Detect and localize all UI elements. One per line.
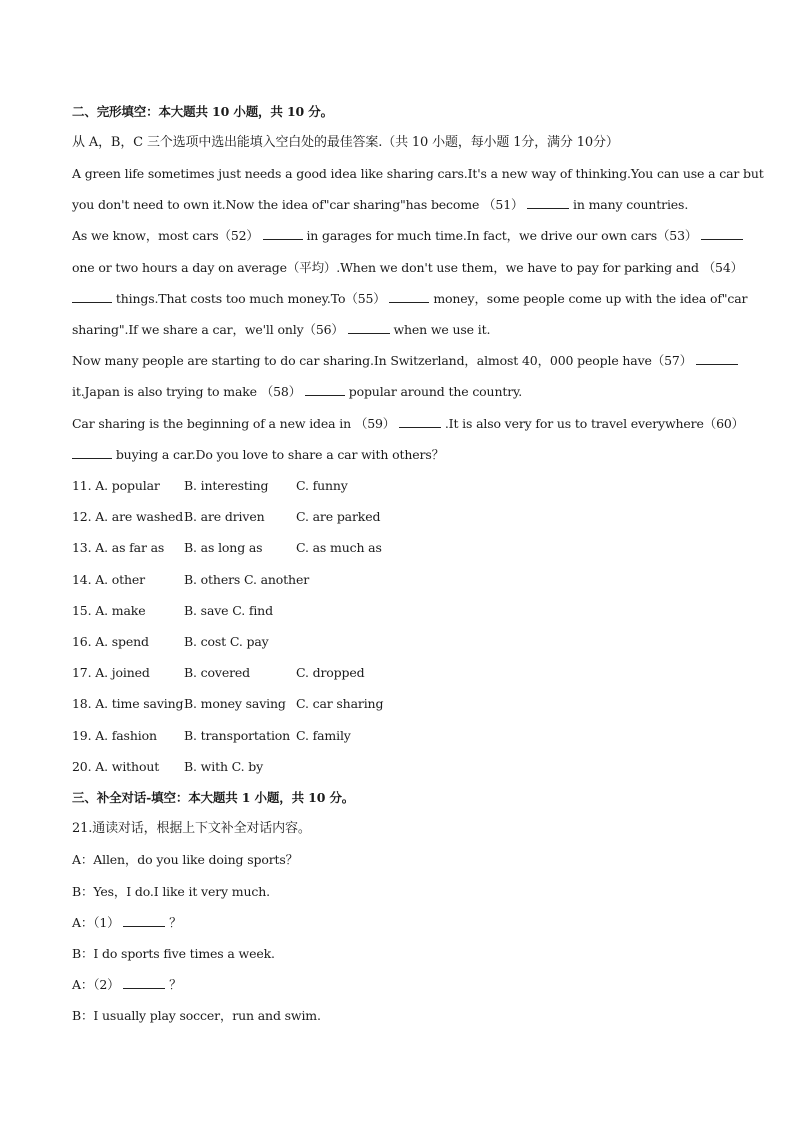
passage-line-8: it.Japan is also trying to make （58） popular around the country. [72, 384, 523, 399]
option-17-b[interactable]: B. covered [184, 665, 250, 680]
passage-line-5: things.That costs too much money.To（55） money，some people come up with the idea of"car [72, 290, 734, 308]
option-20-bc[interactable]: B. with C. by [184, 759, 264, 774]
option-11-a[interactable]: 11. A. popular [72, 478, 160, 493]
blank-56[interactable] [348, 321, 390, 334]
option-18-c[interactable]: C. car sharing [296, 696, 384, 711]
blank-54[interactable] [72, 290, 112, 303]
passage-line-9: Car sharing is the beginning of a new idea in （59） .It is also very for us to travel everywhere（60） [72, 416, 745, 431]
option-15-bc[interactable]: B. save C. find [184, 603, 273, 618]
passage-line-6: sharing".If we share a car，we'll only（56） when we use it. [72, 322, 491, 337]
dialogue-line-3: A：（1） ？ [72, 915, 182, 930]
passage-line-1: A green life sometimes just needs a good idea like sharing cars.It's a new way of thinking.You can use a car but [72, 166, 764, 181]
dialogue-blank-2[interactable] [123, 976, 165, 989]
option-13-b[interactable]: B. as long as [184, 540, 263, 555]
option-16-a[interactable]: 16. A. spend [72, 634, 149, 649]
option-13-c[interactable]: C. as much as [296, 540, 382, 555]
section-3-heading: 三、补全对话-填空：本大题共 1 小题，共 10 分。 [72, 790, 355, 805]
blank-55[interactable] [389, 290, 429, 303]
passage-line-3: As we know，most cars（52） in garages for much time.In fact，we drive our own cars（53） [72, 227, 734, 245]
passage-line-2: you don't need to own it.Now the idea of"car sharing"has become （51） in many countries. [72, 197, 689, 212]
option-13-a[interactable]: 13. A. as far as [72, 540, 165, 555]
dialogue-line-4: B：I do sports five times a week. [72, 946, 275, 961]
option-18-a[interactable]: 18. A. time saving [72, 696, 184, 711]
passage-line-10: buying a car.Do you love to share a car with others？ [72, 446, 734, 464]
option-19-c[interactable]: C. family [296, 728, 351, 743]
dialogue-line-5: A：（2） ？ [72, 977, 182, 992]
blank-51[interactable] [527, 196, 569, 209]
dialogue-blank-1[interactable] [123, 914, 165, 927]
blank-59[interactable] [399, 415, 441, 428]
passage-line-7: Now many people are starting to do car sharing.In Switzerland，almost 40，000 people have（57） [72, 352, 734, 370]
option-12-b[interactable]: B. are driven [184, 509, 265, 524]
section-2-heading: 二、完形填空：本大题共 10 小题，共 10 分。 [72, 104, 333, 119]
option-12-c[interactable]: C. are parked [296, 509, 381, 524]
option-11-b[interactable]: B. interesting [184, 478, 269, 493]
option-19-a[interactable]: 19. A. fashion [72, 728, 157, 743]
option-18-b[interactable]: B. money saving [184, 696, 286, 711]
blank-60[interactable] [72, 446, 112, 459]
blank-57[interactable] [696, 352, 738, 365]
blank-58[interactable] [305, 383, 345, 396]
option-16-bc[interactable]: B. cost C. pay [184, 634, 269, 649]
option-14-a[interactable]: 14. A. other [72, 572, 145, 587]
question-21-instruction: 21.通读对话，根据上下文补全对话内容。 [72, 821, 311, 836]
option-14-bc[interactable]: B. others C. another [184, 572, 310, 587]
option-15-a[interactable]: 15. A. make [72, 603, 146, 618]
section-2-instruction: 从 A，B，C 三个选项中选出能填入空白处的最佳答案.（共 10 小题，每小题 1分，满分 10分） [72, 135, 619, 150]
dialogue-line-1: A：Allen，do you like doing sports？ [72, 852, 299, 867]
option-20-a[interactable]: 20. A. without [72, 759, 160, 774]
option-12-a[interactable]: 12. A. are washed [72, 509, 184, 524]
dialogue-line-2: B：Yes，I do.I like it very much. [72, 884, 270, 899]
option-17-a[interactable]: 17. A. joined [72, 665, 150, 680]
option-19-b[interactable]: B. transportation [184, 728, 291, 743]
blank-53[interactable] [701, 227, 743, 240]
dialogue-line-6: B：I usually play soccer，run and swim. [72, 1008, 321, 1023]
blank-52[interactable] [263, 227, 303, 240]
option-17-c[interactable]: C. dropped [296, 665, 365, 680]
passage-line-4: one or two hours a day on average（平均）.When we don't use them，we have to pay for parking and （54） [72, 260, 744, 275]
option-11-c[interactable]: C. funny [296, 478, 348, 493]
